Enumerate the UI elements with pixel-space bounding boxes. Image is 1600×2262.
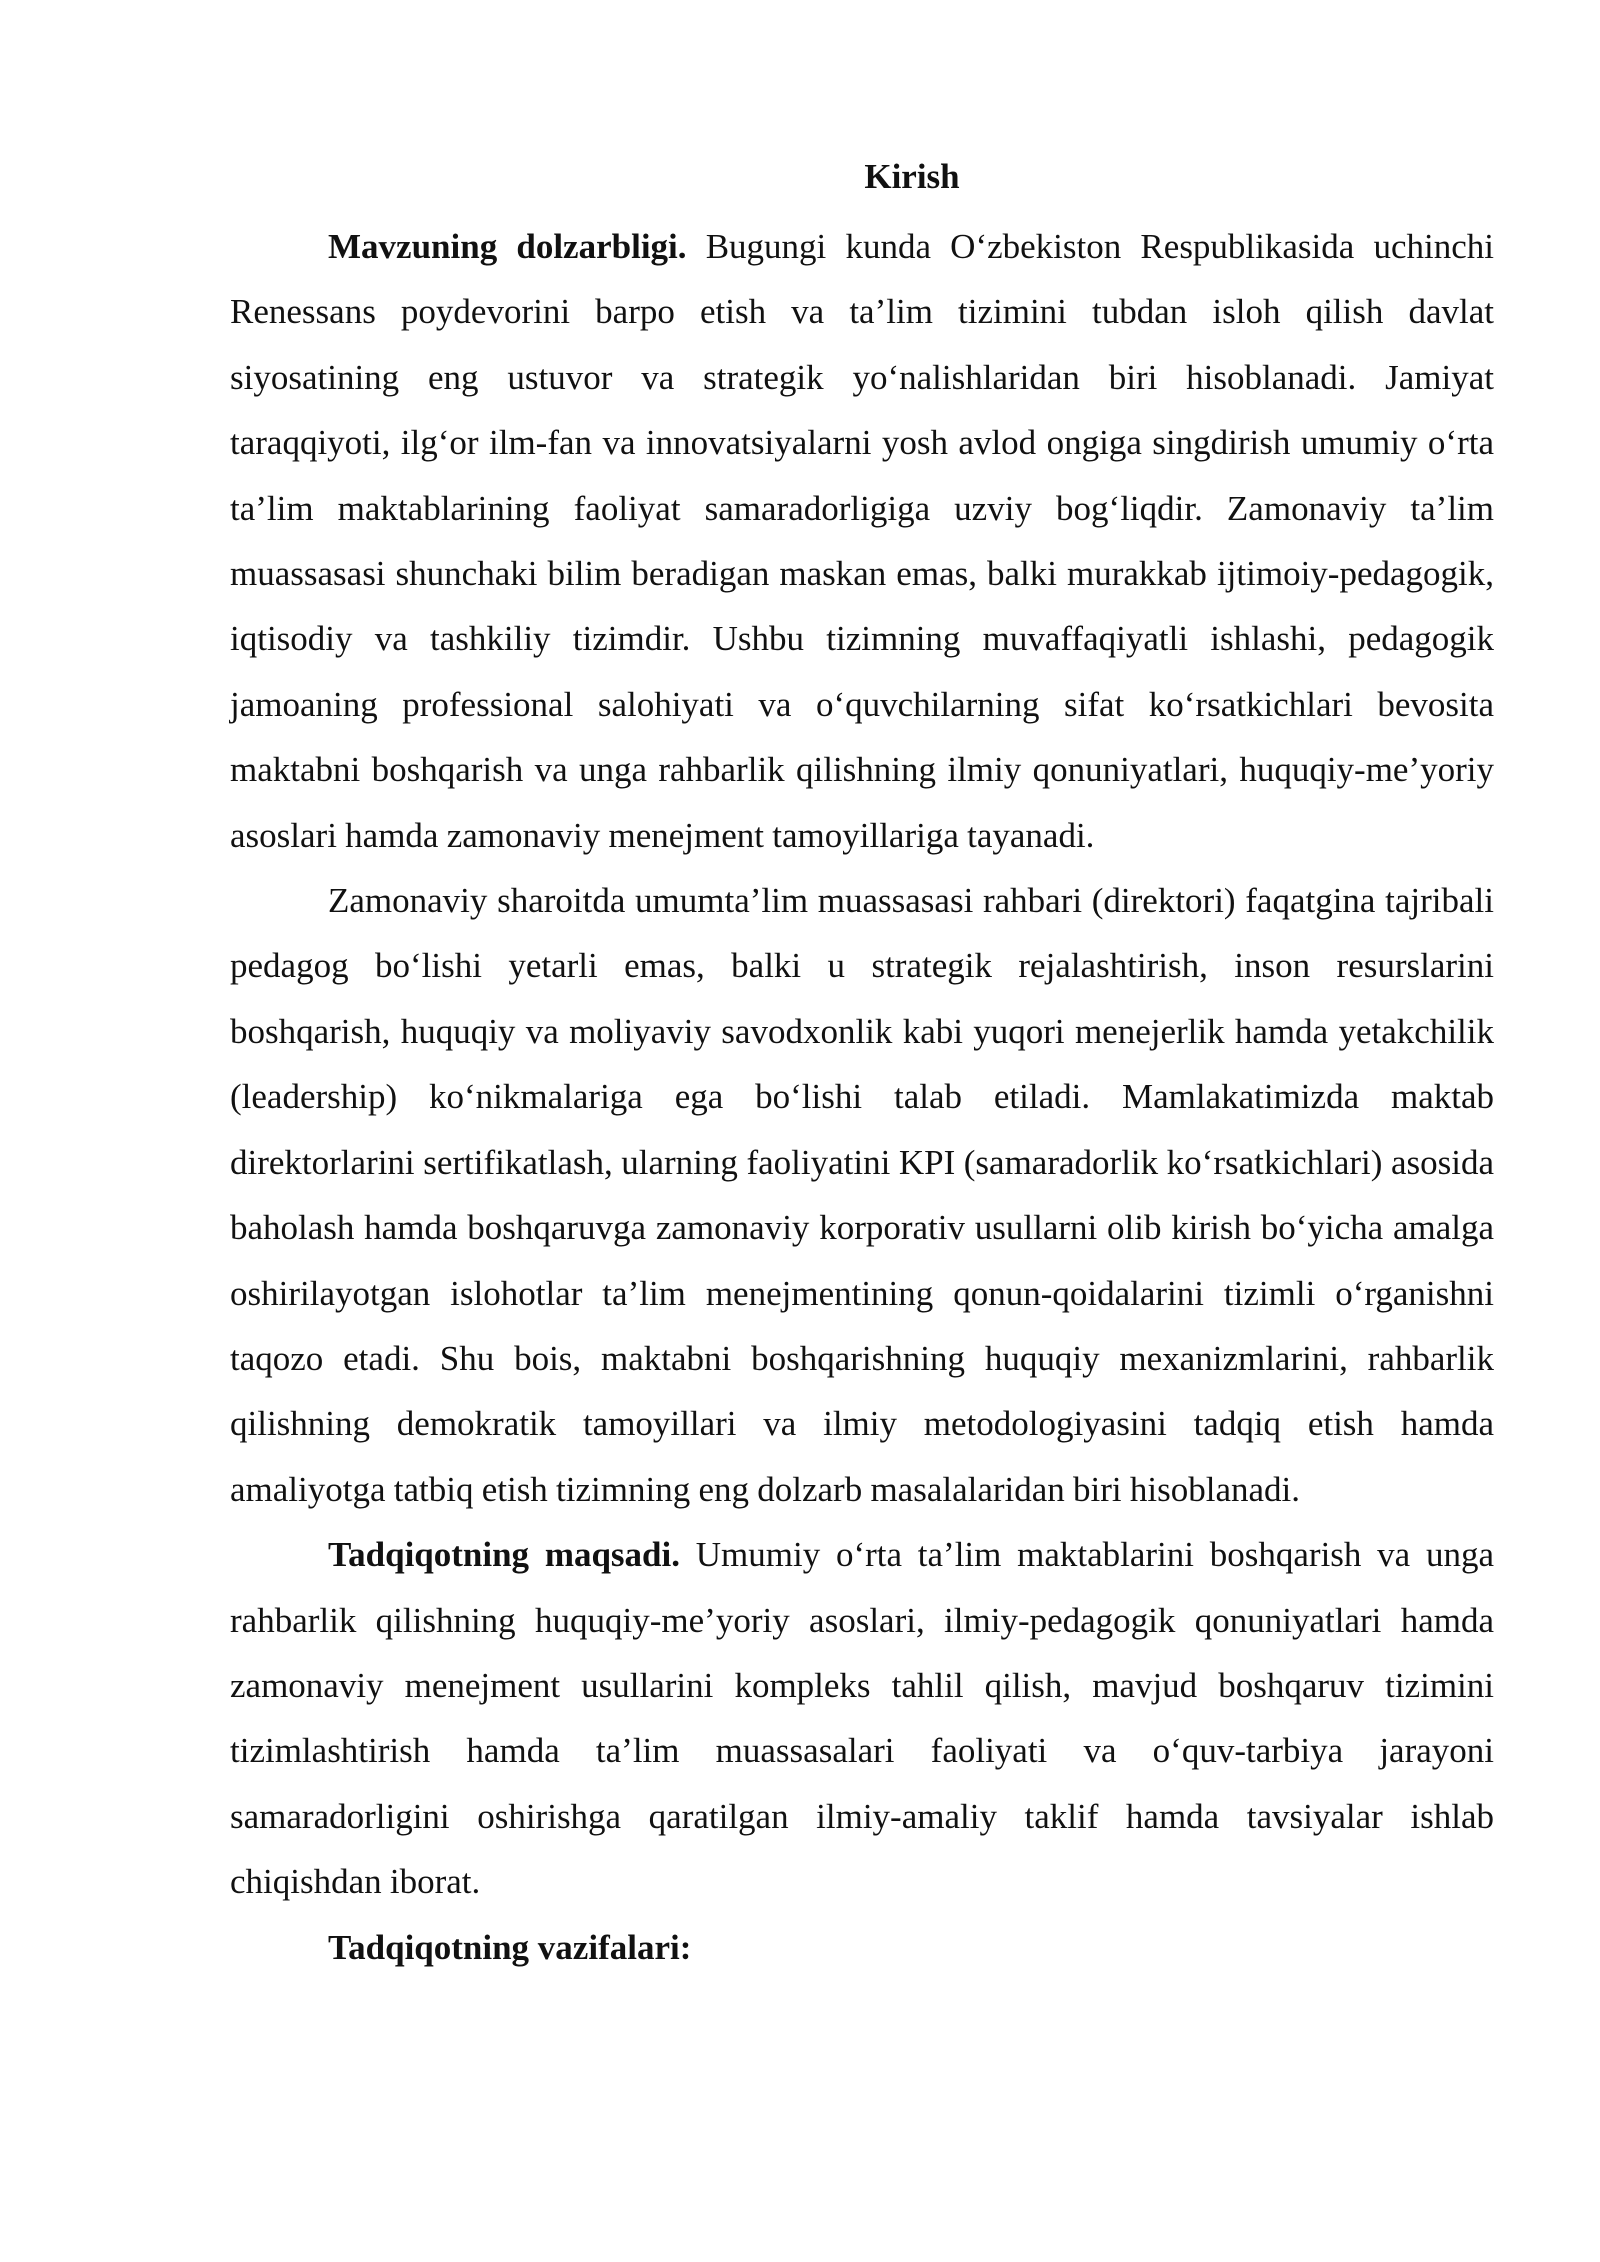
paragraph-text-relevance: Bugungi kunda O‘zbekiston Respublikasida uchinchi Renessans poydevorini barpo etish va ta’lim tizimini tubdan isloh qilish davlat siyosatining eng ustuvor va strategik yo‘nalishlaridan biri hisoblanadi. Jamiyat taraqqiyoti, ilg‘or ilm-fan va innovatsiyalarni yosh avlod ongiga singdirish umumiy o‘rta ta’lim maktablarining faoliyat samaradorligiga uzviy bog‘liqdir. Zamonaviy ta’lim muassasasi shunchaki bilim beradigan maskan emas, balki murakkab ijtimoiy-pedagogik, iqtisodiy va tashkiliy tizimdir. Ushbu tizimning muvaffaqiyatli ishlashi, pedagogik jamoaning professional salohiyati va o‘quvchilarning sifat ko‘rsatkichlari bevosita maktabni boshqarish va unga rahbarlik qilishning ilmiy qonuniyatlari, huquqiy-me’yoriy asoslari hamda zamonaviy menejment tamoyillariga tayanadi. xyxy=(230,227,1494,855)
paragraph-text-modern-conditions: Zamonaviy sharoitda umumta’lim muassasasi rahbari (direktori) faqatgina tajribali pedagog bo‘lishi yetarli emas, balki u strategik rejalashtirish, inson resurslarini boshqarish, huquqiy va moliyaviy savodxonlik kabi yuqori menejerlik hamda yetakchilik (leadership) ko‘nikmalariga ega bo‘lishi talab etiladi. Mamlakatimizda maktab direktorlarini sertifikatlash, ularning faoliyatini KPI (samaradorlik ko‘rsatkichlari) asosida baholash hamda boshqaruvga zamonaviy korporativ usullarni olib kirish bo‘yicha amalga oshirilayotgan islohotlar ta’lim menejmentining qonun-qoidalarini tizimli o‘rganishni taqozo etadi. Shu bois, maktabni boshqarishning huquqiy mexanizmlarini, rahbarlik qilishning demokratik tamoyillari va ilmiy metodologiyasini tadqiq etish hamda amaliyotga tatbiq etish tizimning eng dolzarb masalalaridan biri hisoblanadi. xyxy=(230,881,1494,1509)
page-content xyxy=(230,148,1494,1980)
paragraph-lead-relevance: Mavzuning dolzarbligi. xyxy=(328,227,687,266)
paragraph-lead-research-goal: Tadqiqotning maqsadi. xyxy=(328,1535,680,1575)
paragraph-relevance xyxy=(230,214,1494,868)
research-tasks-heading: Tadqiqotning vazifalari: xyxy=(328,1927,692,1967)
page-title: Kirish xyxy=(864,157,960,196)
paragraph-text-research-goal: Umumiy o‘rta ta’lim maktablarini boshqarish va unga rahbarlik qilishning huquqiy-me’yoriy asoslari, ilmiy-pedagogik qonuniyatlari hamda zamonaviy menejment usullarini kompleks tahlil qilish, mavjud boshqaruv tizimini tizimlashtirish hamda ta’lim muassasalari faoliyati va o‘quv-tarbiya jarayoni samaradorligini oshirishga qaratilgan ilmiy-amaliy taklif hamda tavsiyalar ishlab chiqishdan iborat. xyxy=(230,1535,1494,1902)
paragraph-modern-conditions xyxy=(230,868,1494,1522)
paragraph-research-goal xyxy=(230,1522,1494,1914)
